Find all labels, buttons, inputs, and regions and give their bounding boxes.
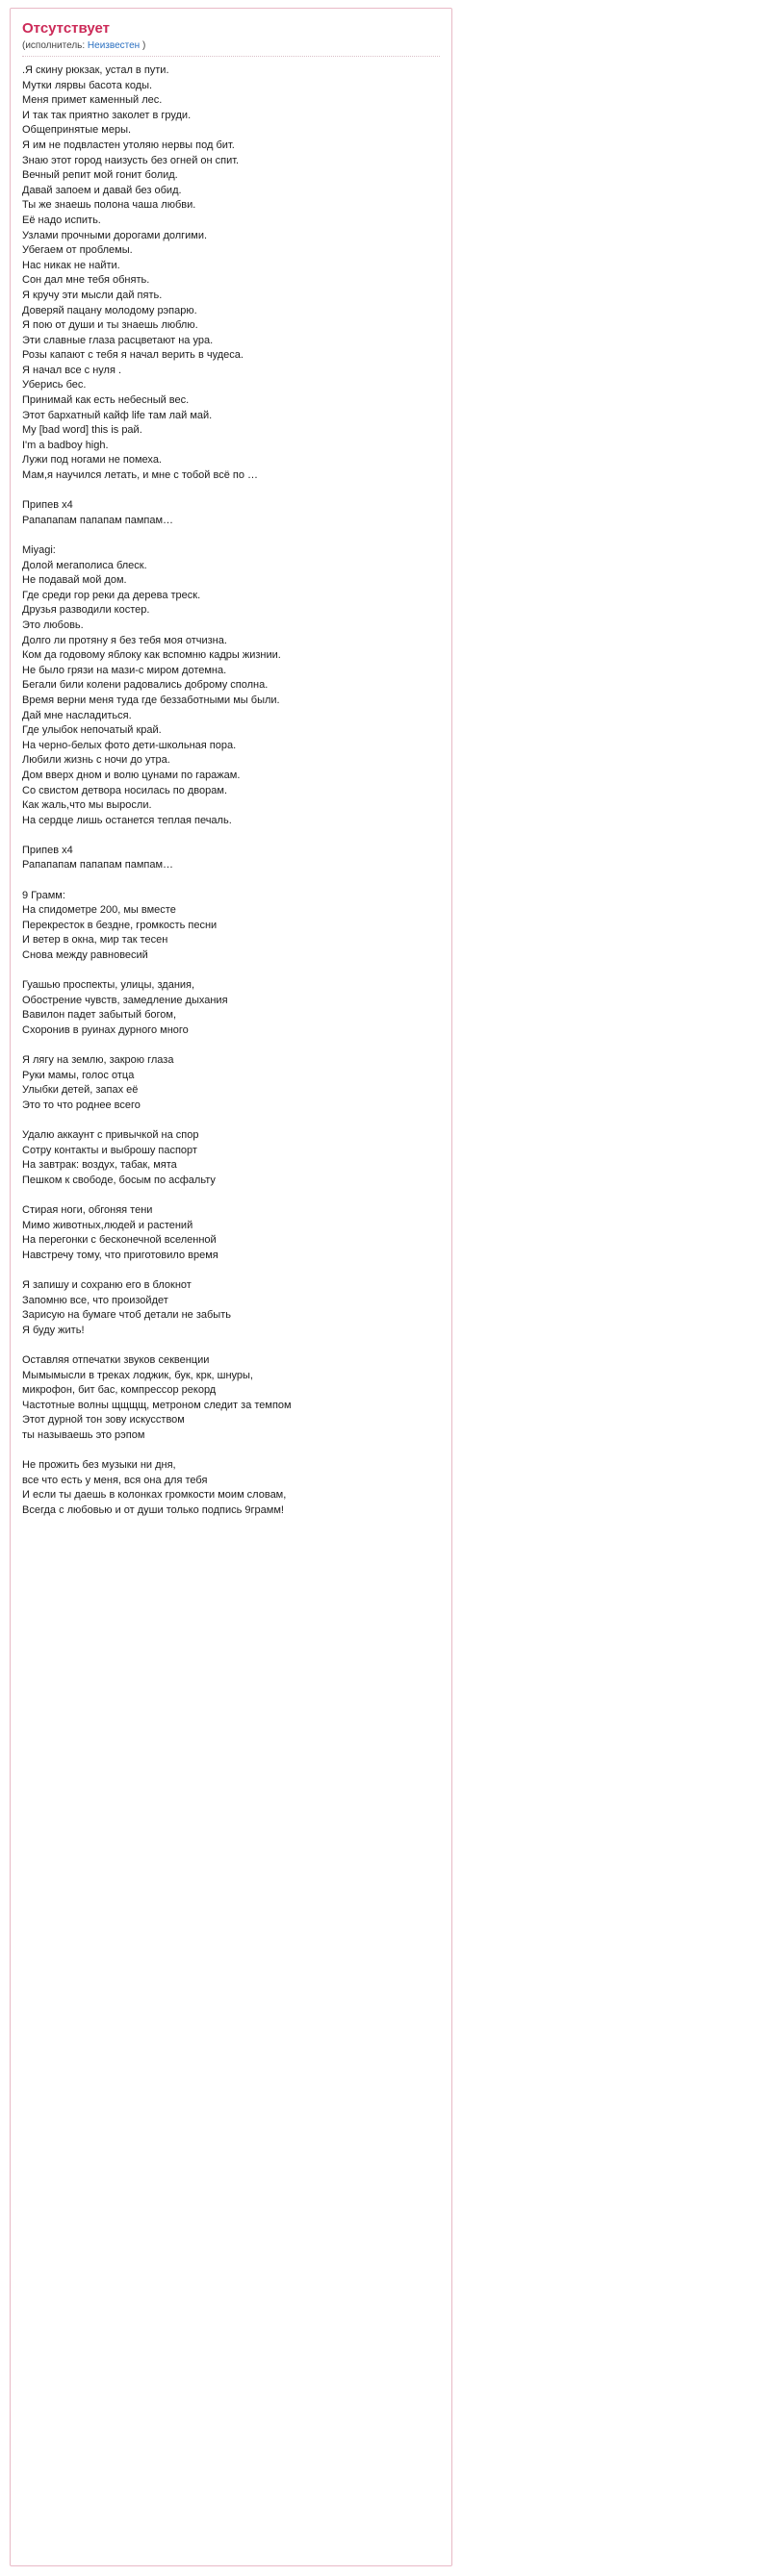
- lyrics-line: Miyagi:: [22, 544, 56, 556]
- lyrics-line: Время верни меня туда где беззаботными мы были.: [22, 694, 280, 706]
- lyrics-line: И так так приятно заколет в груди.: [22, 109, 192, 121]
- lyrics-line: Мам,я научился летать, и мне с тобой всё по …: [22, 469, 258, 482]
- lyrics-line: микрофон, бит бас, компрессор рекорд: [22, 1384, 217, 1397]
- lyrics-line: Не было грязи на мази-с миром дотемна.: [22, 664, 227, 676]
- lyrics-line: На завтрак: воздух, табак, мята: [22, 1159, 177, 1172]
- lyrics-blank-line: [22, 1189, 440, 1204]
- lyrics-line: Уберись бес.: [22, 379, 87, 391]
- lyrics-blank-line: [22, 528, 440, 543]
- lyrics-line: Я начал все с нуля .: [22, 364, 122, 376]
- lyrics-line: Где улыбок непочатый край.: [22, 724, 162, 737]
- lyrics-line: Любили жизнь с ночи до утра.: [22, 754, 170, 767]
- lyrics-line: Ты же знаешь полона чаша любви.: [22, 199, 196, 212]
- lyrics-line: Рапапапам папапам пампам…: [22, 514, 174, 526]
- lyrics-line: Долго ли протяну я без тебя моя отчизна.: [22, 634, 227, 646]
- lyrics-line: На черно-белых фото дети-школьная пора.: [22, 739, 237, 751]
- lyrics-line: 9 Грамм:: [22, 889, 65, 901]
- lyrics-line: Лужи под ногами не помеха.: [22, 454, 162, 467]
- lyrics-line: Со свистом детвора носилась по дворам.: [22, 784, 227, 796]
- lyrics-line: Припев x4: [22, 844, 73, 856]
- lyrics-line: Это любовь.: [22, 619, 84, 631]
- lyrics-line: Рапапапам папапам пампам…: [22, 859, 174, 871]
- artist-prefix-label: (исполнитель:: [22, 40, 86, 51]
- lyrics-line: Перекресток в бездне, громкость песни: [22, 919, 218, 931]
- lyrics-line: Дай мне насладиться.: [22, 709, 132, 721]
- lyrics-blank-line: [22, 828, 440, 844]
- lyrics-line: Вечный репит мой гонит болид.: [22, 169, 178, 182]
- lyrics-blank-line: [22, 964, 440, 979]
- lyrics-line: Пешком к свободе, босым по асфальту: [22, 1174, 216, 1186]
- lyrics-line: Долой мегаполиса блеск.: [22, 559, 147, 571]
- lyrics-line: Её надо испить.: [22, 214, 101, 226]
- lyrics-card: [10, 8, 452, 2566]
- lyrics-line: Я запишу и сохраню его в блокнот: [22, 1279, 192, 1292]
- lyrics-line: Мымымысли в треках лоджик, бук, крк, шнуры,: [22, 1369, 253, 1381]
- lyrics-line: Руки мамы, голос отца: [22, 1069, 135, 1081]
- artist-suffix-label: ): [141, 40, 146, 51]
- lyrics-body: [22, 63, 440, 1519]
- lyrics-blank-line: [22, 484, 440, 499]
- artist-link[interactable]: Неизвестен: [87, 40, 141, 51]
- lyrics-line: Я кручу эти мысли дай пять.: [22, 289, 163, 301]
- lyrics-line: Давай запоем и давай без обид.: [22, 184, 182, 196]
- lyrics-line: Я пою от души и ты знаешь люблю.: [22, 319, 198, 332]
- lyrics-line: Это то что роднее всего: [22, 1099, 141, 1111]
- lyrics-line: Оставляя отпечатки звуков секвенции: [22, 1354, 210, 1367]
- lyrics-line: Дом вверх дном и волю цунами по гаражам.: [22, 769, 241, 781]
- lyrics-line: .Я скину рюкзак, устал в пути.: [22, 64, 169, 76]
- lyrics-line: My [bad word] this is рай.: [22, 424, 142, 437]
- lyrics-line: Не подавай мой дом.: [22, 574, 127, 587]
- lyrics-line: И ветер в окна, мир так тесен: [22, 934, 168, 947]
- lyrics-line: Я им не подвластен утоляю нервы под бит.: [22, 139, 235, 151]
- lyrics-line: ты называешь это рэпом: [22, 1429, 145, 1442]
- lyrics-line: Принимай как есть небесный вес.: [22, 394, 190, 407]
- artist-line: [22, 39, 440, 52]
- lyrics-line: I'm a badboy high.: [22, 439, 109, 451]
- lyrics-line: Снова между равновесий: [22, 949, 148, 962]
- lyrics-line: И если ты даешь в колонках громкости моим словам,: [22, 1489, 287, 1502]
- lyrics-line: Общепринятые меры.: [22, 124, 132, 137]
- lyrics-line: Как жаль,что мы выросли.: [22, 799, 152, 812]
- lyrics-line: Вавилон падет забытый богом,: [22, 1009, 177, 1022]
- lyrics-line: Ком да годовому яблоку как вспомню кадры жизнии.: [22, 649, 281, 662]
- lyrics-line: Этот дурной тон зову искусством: [22, 1414, 185, 1427]
- lyrics-line: Этот бархатный кайф life там лай май.: [22, 409, 213, 421]
- lyrics-blank-line: [22, 1114, 440, 1129]
- lyrics-line: Припев x4: [22, 499, 73, 512]
- lyrics-line: Убегаем от проблемы.: [22, 244, 133, 257]
- lyrics-line: Зарисую на бумаге чтоб детали не забыть: [22, 1309, 231, 1322]
- lyrics-blank-line: [22, 1444, 440, 1459]
- lyrics-line: Узлами прочными дорогами долгими.: [22, 229, 208, 241]
- lyrics-line: Частотные волны щщщщ, метроном следит за темпом: [22, 1399, 292, 1411]
- lyrics-line: Меня примет каменный лес.: [22, 94, 163, 107]
- lyrics-line: все что есть у меня, вся она для тебя: [22, 1474, 208, 1486]
- lyrics-line: Сотру контакты и выброшу паспорт: [22, 1144, 197, 1156]
- lyrics-line: Розы капают с тебя я начал верить в чудеса.: [22, 349, 244, 362]
- lyrics-blank-line: [22, 1338, 440, 1353]
- lyrics-line: Доверяй пацану молодому рэпарю.: [22, 304, 197, 316]
- lyrics-line: Запомню все, что произойдет: [22, 1294, 168, 1306]
- lyrics-blank-line: [22, 873, 440, 889]
- lyrics-line: Эти славные глаза расцветают на ура.: [22, 334, 214, 346]
- lyrics-line: Знаю этот город наизусть без огней он спит.: [22, 154, 240, 166]
- lyrics-line: Где среди гор реки да дерева треск.: [22, 589, 201, 601]
- lyrics-line: Я лягу на землю, закрою глаза: [22, 1054, 174, 1067]
- lyrics-blank-line: [22, 1039, 440, 1054]
- lyrics-line: Схоронив в руинах дурного много: [22, 1024, 189, 1036]
- lyrics-line: Бегали били колени радовались доброму сполна.: [22, 679, 269, 692]
- lyrics-line: Друзья разводили костер.: [22, 604, 150, 617]
- lyrics-blank-line: [22, 1264, 440, 1279]
- lyrics-line: Нас никак не найти.: [22, 259, 120, 271]
- lyrics-line: На перегонки с бесконечной вселенной: [22, 1234, 217, 1247]
- lyrics-line: Мимо животных,людей и растений: [22, 1219, 193, 1231]
- lyrics-line: Гуашью проспекты, улицы, здания,: [22, 979, 195, 992]
- divider: [22, 56, 440, 58]
- lyrics-line: Сон дал мне тебя обнять.: [22, 274, 150, 287]
- lyrics-line: Я буду жить!: [22, 1324, 85, 1336]
- lyrics-line: Всегда с любовью и от души только подпись 9грамм!: [22, 1504, 284, 1516]
- lyrics-line: Мутки лярвы басота коды.: [22, 79, 153, 91]
- lyrics-line: Стирая ноги, обгоняя тени: [22, 1204, 153, 1217]
- lyrics-line: Улыбки детей, запах её: [22, 1084, 139, 1097]
- lyrics-line: Навстречу тому, что приготовило время: [22, 1249, 218, 1261]
- lyrics-line: Не прожить без музыки ни дня,: [22, 1459, 176, 1472]
- lyrics-line: На сердце лишь останется теплая печаль.: [22, 814, 232, 826]
- lyrics-line: На спидометре 200, мы вместе: [22, 904, 176, 917]
- lyrics-line: Удалю аккаунт с привычкой на спор: [22, 1129, 199, 1142]
- page-title: Отсутствует: [22, 20, 111, 37]
- lyrics-line: Обострение чувств, замедление дыхания: [22, 994, 228, 1006]
